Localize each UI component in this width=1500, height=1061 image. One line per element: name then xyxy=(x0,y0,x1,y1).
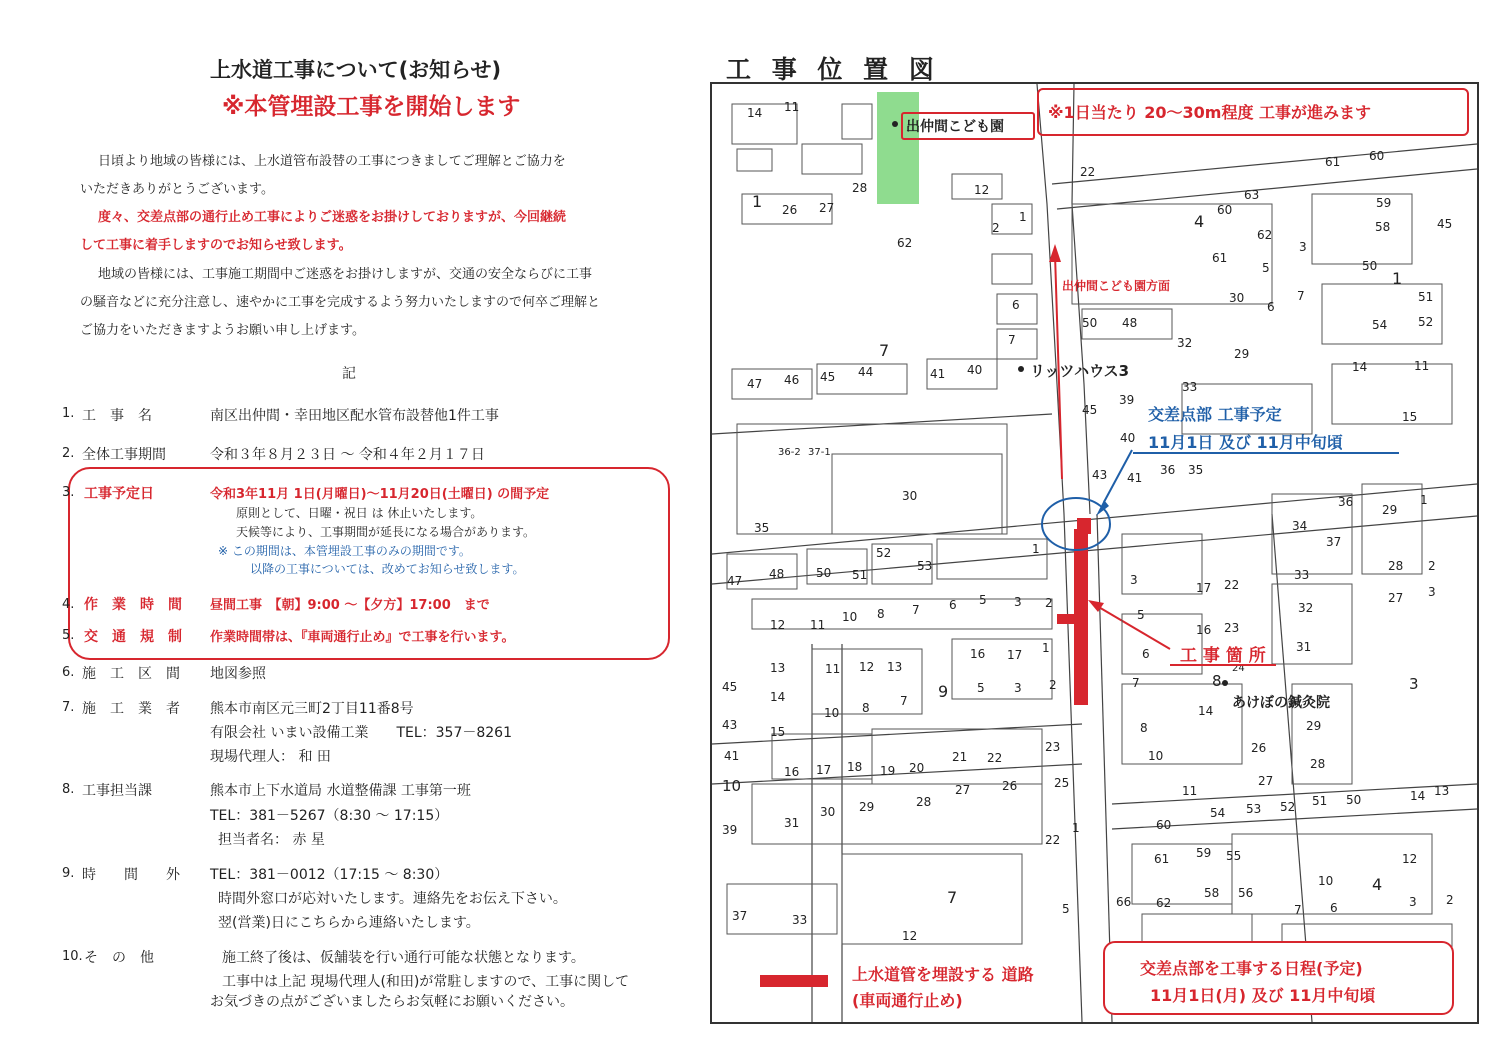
svg-text:1: 1 xyxy=(1392,269,1403,288)
svg-text:22: 22 xyxy=(1045,833,1061,847)
svg-text:3: 3 xyxy=(1409,895,1417,909)
svg-text:46: 46 xyxy=(784,373,800,387)
para2-line1: 度々、交差点部の通行止め工事によりご迷惑をお掛けしておりますが、今回継続 xyxy=(98,210,567,225)
svg-text:3: 3 xyxy=(1299,240,1307,254)
item-num: 4. xyxy=(62,597,75,612)
svg-text:13: 13 xyxy=(887,660,903,674)
svg-text:43: 43 xyxy=(1092,468,1108,482)
svg-text:31: 31 xyxy=(784,816,800,830)
construction-road xyxy=(1077,518,1091,534)
svg-text:33: 33 xyxy=(1182,380,1198,394)
svg-text:1: 1 xyxy=(1072,821,1080,835)
svg-text:19: 19 xyxy=(880,764,896,778)
svg-text:50: 50 xyxy=(1362,259,1378,273)
svg-text:11: 11 xyxy=(825,662,841,676)
svg-text:27: 27 xyxy=(1388,591,1404,605)
item-value: 昼間工事 【朝】9:00 ～【夕方】17:00 まで xyxy=(210,598,490,613)
item-num: 5. xyxy=(62,628,75,643)
svg-text:61: 61 xyxy=(1325,155,1341,169)
svg-text:41: 41 xyxy=(724,749,740,763)
svg-text:5: 5 xyxy=(1137,608,1145,622)
svg-text:8: 8 xyxy=(1212,672,1222,690)
svg-text:37-1: 37-1 xyxy=(808,447,831,458)
svg-text:2: 2 xyxy=(1045,596,1053,610)
item-label: 施 工 業 者 xyxy=(82,701,180,717)
svg-text:54: 54 xyxy=(1372,318,1388,332)
item-note: 以降の工事については、改めてお知らせ致します。 xyxy=(250,562,525,576)
svg-text:7: 7 xyxy=(912,603,920,617)
svg-text:36: 36 xyxy=(1160,463,1176,477)
svg-text:4: 4 xyxy=(1194,212,1205,231)
para3-line2: の騒音などに充分注意し、速やかに工事を完成するよう努力いたしますので何卒ご理解と xyxy=(80,295,601,310)
svg-text:47: 47 xyxy=(747,377,763,391)
svg-text:11: 11 xyxy=(784,100,800,114)
svg-text:1: 1 xyxy=(1420,493,1428,507)
svg-text:41: 41 xyxy=(1127,471,1143,485)
svg-text:15: 15 xyxy=(770,725,786,739)
svg-text:10: 10 xyxy=(722,777,742,795)
svg-text:58: 58 xyxy=(1204,886,1220,900)
svg-text:11: 11 xyxy=(810,618,826,632)
item-value: 工事中は上記 現場代理人(和田)が常駐しますので、工事に関して xyxy=(222,974,630,990)
item-num: 3. xyxy=(62,485,75,500)
svg-text:10: 10 xyxy=(824,706,840,720)
site-label: 工 事 箇 所 xyxy=(1180,646,1266,666)
notice-subtitle: ※本管埋設工事を開始します xyxy=(222,94,521,120)
item-num: 7. xyxy=(62,700,75,715)
svg-text:5: 5 xyxy=(1062,902,1070,916)
svg-text:30: 30 xyxy=(1229,291,1245,305)
svg-text:3: 3 xyxy=(1014,681,1022,695)
svg-text:51: 51 xyxy=(852,568,868,582)
svg-text:7: 7 xyxy=(1132,676,1140,690)
svg-text:3: 3 xyxy=(1014,595,1022,609)
item-value: 地図参照 xyxy=(210,666,266,682)
svg-text:14: 14 xyxy=(770,690,786,704)
svg-text:28: 28 xyxy=(852,181,868,195)
item-value: 施工終了後は、仮舗装を行い通行可能な状態となります。 xyxy=(222,950,585,966)
para3-line3: ご協力をいただきますようお願い申し上げます。 xyxy=(80,323,365,338)
kindergarten-area xyxy=(877,92,919,204)
svg-text:29: 29 xyxy=(1382,503,1398,517)
item-value: 有限会社 いまい設備工業 TEL：357－8261 xyxy=(210,725,512,741)
svg-text:45: 45 xyxy=(1437,217,1453,231)
svg-text:11: 11 xyxy=(1414,359,1430,373)
svg-text:29: 29 xyxy=(1306,719,1322,733)
svg-text:16: 16 xyxy=(970,647,986,661)
svg-text:35: 35 xyxy=(754,521,770,535)
svg-text:13: 13 xyxy=(770,661,786,675)
svg-text:21: 21 xyxy=(952,750,968,764)
item-note: 原則として、日曜・祝日 は 休止いたします。 xyxy=(236,506,483,520)
svg-text:27: 27 xyxy=(819,201,835,215)
site-pointer-head xyxy=(1088,600,1104,612)
intersection-dates: 11月1日 及び 11月中旬頃 xyxy=(1148,433,1343,452)
svg-text:48: 48 xyxy=(1122,316,1138,330)
svg-text:33: 33 xyxy=(792,913,808,927)
svg-text:7: 7 xyxy=(900,694,908,708)
svg-text:60: 60 xyxy=(1156,818,1172,832)
svg-text:22: 22 xyxy=(987,751,1003,765)
svg-text:14: 14 xyxy=(1198,704,1214,718)
item-num: 2. xyxy=(62,446,75,461)
svg-text:8: 8 xyxy=(1140,721,1148,735)
item-label: 作 業 時 間 xyxy=(84,597,182,613)
svg-text:34: 34 xyxy=(1292,519,1308,533)
svg-text:43: 43 xyxy=(722,718,738,732)
item-note: 天候等により、工事期間が延長になる場合があります。 xyxy=(236,525,536,539)
svg-text:62: 62 xyxy=(897,236,913,250)
svg-text:7: 7 xyxy=(1297,289,1305,303)
svg-text:5: 5 xyxy=(979,593,987,607)
svg-text:58: 58 xyxy=(1375,220,1391,234)
para2-line2: して工事に着手しますのでお知らせ致します。 xyxy=(80,238,352,253)
svg-text:40: 40 xyxy=(967,363,983,377)
svg-text:29: 29 xyxy=(1234,347,1250,361)
svg-text:63: 63 xyxy=(1244,188,1260,202)
svg-text:52: 52 xyxy=(1418,315,1434,329)
svg-text:12: 12 xyxy=(974,183,990,197)
svg-text:3: 3 xyxy=(1428,585,1436,599)
svg-text:27: 27 xyxy=(1258,774,1274,788)
road-line xyxy=(712,764,1082,784)
svg-text:23: 23 xyxy=(1045,740,1061,754)
svg-text:6: 6 xyxy=(1142,647,1150,661)
item-label: 工 事 名 xyxy=(82,408,152,424)
item-value: TEL：381－5267（8:30 ～ 17:15） xyxy=(210,808,449,824)
item-value: 翌(営業)日にこちらから連絡いたします。 xyxy=(218,915,480,931)
item-label: 時 間 外 xyxy=(82,867,180,883)
map-canvas xyxy=(712,84,1477,1022)
svg-text:16: 16 xyxy=(1196,623,1212,637)
svg-text:41: 41 xyxy=(930,367,946,381)
svg-text:40: 40 xyxy=(1120,431,1136,445)
direction-arrow-head xyxy=(1049,244,1061,262)
svg-text:62: 62 xyxy=(1156,896,1172,910)
svg-text:62: 62 xyxy=(1257,228,1273,242)
svg-text:16: 16 xyxy=(784,765,800,779)
item-num: 9. xyxy=(62,866,75,881)
svg-text:45: 45 xyxy=(722,680,738,694)
item-value: 時間外窓口が応対いたします。連絡先をお伝え下さい。 xyxy=(218,891,567,907)
svg-text:32: 32 xyxy=(1177,336,1193,350)
kindergarten-label: 出仲間こども園 xyxy=(906,119,1004,135)
schedule-dates: 11月1日(月) 及び 11月中旬頃 xyxy=(1150,986,1376,1005)
svg-text:45: 45 xyxy=(820,370,836,384)
svg-text:60: 60 xyxy=(1217,203,1233,217)
item-value: 南区出仲間・幸田地区配水管布設替他1件工事 xyxy=(210,408,499,424)
progress-note: ※1日当たり 20～30m程度 工事が進みます xyxy=(1048,103,1372,122)
item-value: 令和3年11月 1日(月曜日)～11月20日(土曜日) の間予定 xyxy=(210,487,550,502)
item-label: そ の 他 xyxy=(84,950,154,966)
ritz-dot xyxy=(1018,366,1024,372)
ki-label: 記 xyxy=(342,366,356,382)
svg-text:56: 56 xyxy=(1238,886,1254,900)
svg-text:17: 17 xyxy=(1007,648,1023,662)
svg-text:2: 2 xyxy=(992,221,1000,235)
svg-text:20: 20 xyxy=(909,761,925,775)
svg-text:59: 59 xyxy=(1376,196,1392,210)
svg-text:13: 13 xyxy=(1434,784,1450,798)
svg-text:5: 5 xyxy=(1262,261,1270,275)
svg-text:52: 52 xyxy=(1280,800,1296,814)
svg-text:50: 50 xyxy=(1082,316,1098,330)
svg-text:6: 6 xyxy=(949,598,957,612)
svg-text:22: 22 xyxy=(1224,578,1240,592)
svg-text:51: 51 xyxy=(1418,290,1434,304)
svg-text:36-2: 36-2 xyxy=(778,447,801,458)
svg-text:7: 7 xyxy=(879,341,890,360)
svg-text:44: 44 xyxy=(858,365,874,379)
svg-text:37: 37 xyxy=(732,909,748,923)
para3-line1: 地域の皆様には、工事施工期間中ご迷惑をお掛けしますが、交通の安全ならびに工事 xyxy=(98,267,593,282)
svg-text:61: 61 xyxy=(1212,251,1228,265)
svg-text:7: 7 xyxy=(1294,903,1302,917)
svg-text:33: 33 xyxy=(1294,568,1310,582)
clinic-dot xyxy=(1222,680,1228,686)
svg-text:10: 10 xyxy=(1148,749,1164,763)
svg-text:2: 2 xyxy=(1049,678,1057,692)
intersection-title: 交差点部 工事予定 xyxy=(1148,405,1282,424)
svg-text:8: 8 xyxy=(862,701,870,715)
svg-text:45: 45 xyxy=(1082,403,1098,417)
svg-text:11: 11 xyxy=(1182,784,1198,798)
svg-text:60: 60 xyxy=(1369,149,1385,163)
svg-text:39: 39 xyxy=(1119,393,1135,407)
svg-text:8: 8 xyxy=(877,607,885,621)
item-label: 工事担当課 xyxy=(82,783,152,799)
intersection-underline xyxy=(1133,452,1399,454)
svg-text:30: 30 xyxy=(902,489,918,503)
svg-text:22: 22 xyxy=(1080,165,1096,179)
svg-text:6: 6 xyxy=(1012,298,1020,312)
svg-text:1: 1 xyxy=(752,192,763,211)
svg-text:5: 5 xyxy=(977,681,985,695)
svg-text:26: 26 xyxy=(782,203,798,217)
svg-text:30: 30 xyxy=(820,805,836,819)
svg-text:53: 53 xyxy=(1246,802,1262,816)
svg-text:4: 4 xyxy=(1372,875,1383,894)
legend-line2: (車両通行止め) xyxy=(852,991,963,1010)
item-note: ※ この期間は、本管埋設工事のみの期間です。 xyxy=(218,544,471,558)
svg-text:28: 28 xyxy=(1388,559,1404,573)
svg-text:53: 53 xyxy=(917,559,933,573)
svg-text:47: 47 xyxy=(727,574,743,588)
svg-text:28: 28 xyxy=(916,795,932,809)
svg-text:17: 17 xyxy=(816,763,832,777)
svg-text:27: 27 xyxy=(955,783,971,797)
svg-text:2: 2 xyxy=(1446,893,1454,907)
svg-text:15: 15 xyxy=(1402,410,1418,424)
svg-text:29: 29 xyxy=(859,800,875,814)
ritz-label: リッツハウス3 xyxy=(1030,362,1130,380)
svg-text:36: 36 xyxy=(1338,495,1354,509)
svg-text:28: 28 xyxy=(1310,757,1326,771)
svg-text:7: 7 xyxy=(947,888,958,907)
clinic-label: あけぼの鍼灸院 xyxy=(1232,695,1330,711)
svg-text:10: 10 xyxy=(1318,874,1334,888)
svg-text:10: 10 xyxy=(842,610,858,624)
kindergarten-dot xyxy=(892,121,898,127)
svg-text:24: 24 xyxy=(1232,663,1245,674)
svg-text:39: 39 xyxy=(722,823,738,837)
svg-text:3: 3 xyxy=(1130,573,1138,587)
road-line xyxy=(712,724,1082,744)
svg-text:12: 12 xyxy=(859,660,875,674)
svg-text:50: 50 xyxy=(1346,793,1362,807)
road-line xyxy=(1057,169,1477,209)
svg-text:31: 31 xyxy=(1296,640,1312,654)
site-pointer xyxy=(1097,606,1170,649)
svg-text:66: 66 xyxy=(1116,895,1132,909)
svg-text:1: 1 xyxy=(1019,210,1027,224)
item-num: 6. xyxy=(62,665,75,680)
item-label: 全体工事期間 xyxy=(82,447,166,463)
svg-text:14: 14 xyxy=(1352,360,1368,374)
item-value: TEL：381－0012（17:15 ～ 8:30） xyxy=(210,867,449,883)
svg-text:14: 14 xyxy=(1410,789,1426,803)
item-label: 工事予定日 xyxy=(84,486,154,502)
svg-text:52: 52 xyxy=(876,546,892,560)
legend-swatch xyxy=(760,975,828,987)
svg-text:54: 54 xyxy=(1210,806,1226,820)
svg-text:23: 23 xyxy=(1224,621,1240,635)
road-line xyxy=(1037,84,1064,514)
site-underline xyxy=(1170,664,1276,666)
svg-text:6: 6 xyxy=(1330,901,1338,915)
svg-text:26: 26 xyxy=(1002,779,1018,793)
svg-text:18: 18 xyxy=(847,760,863,774)
item-num: 1. xyxy=(62,406,75,421)
svg-text:17: 17 xyxy=(1196,581,1212,595)
svg-text:12: 12 xyxy=(1402,852,1418,866)
item-value: 担当者名： 赤 星 xyxy=(218,832,325,848)
svg-text:55: 55 xyxy=(1226,849,1242,863)
item-num: 8. xyxy=(62,782,75,797)
item-value: 熊本市南区元三町2丁目11番8号 xyxy=(210,701,414,717)
svg-text:48: 48 xyxy=(769,567,785,581)
item-value: 作業時間帯は、『車両通行止め』で工事を行います。 xyxy=(210,630,515,645)
svg-text:3: 3 xyxy=(1409,675,1419,693)
item-value: 現場代理人： 和 田 xyxy=(210,749,331,765)
svg-text:51: 51 xyxy=(1312,794,1328,808)
svg-text:1: 1 xyxy=(1032,542,1040,556)
svg-text:61: 61 xyxy=(1154,852,1170,866)
construction-road xyxy=(1057,614,1088,624)
road-line xyxy=(1052,144,1477,184)
svg-text:59: 59 xyxy=(1196,846,1212,860)
item-label: 施 工 区 間 xyxy=(82,666,180,682)
direction-label: 出仲間こども園方面 xyxy=(1062,279,1171,293)
svg-text:32: 32 xyxy=(1298,601,1314,615)
svg-text:25: 25 xyxy=(1054,776,1070,790)
svg-text:9: 9 xyxy=(938,682,949,701)
schedule-title: 交差点部を工事する日程(予定) xyxy=(1140,959,1363,978)
item-label: 交 通 規 制 xyxy=(84,629,182,645)
svg-text:35: 35 xyxy=(1188,463,1204,477)
svg-text:14: 14 xyxy=(747,106,763,120)
item-value: 熊本市上下水道局 水道整備課 工事第一班 xyxy=(210,783,471,799)
svg-text:2: 2 xyxy=(1428,559,1436,573)
svg-text:6: 6 xyxy=(1267,300,1275,314)
map-title: 工 事 位 置 図 xyxy=(726,55,940,84)
item-value: お気づきの点がございましたらお気軽にお願いください。 xyxy=(210,994,574,1010)
svg-text:7: 7 xyxy=(1008,333,1016,347)
para1-line1: 日頃より地域の皆様には、上水道管布設替の工事につきましてご理解とご協力を xyxy=(98,154,566,169)
svg-text:37: 37 xyxy=(1326,535,1342,549)
svg-text:12: 12 xyxy=(770,618,786,632)
item-value: 令和３年８月２３日 ～ 令和４年２月１７日 xyxy=(210,447,485,463)
svg-text:26: 26 xyxy=(1251,741,1267,755)
svg-text:50: 50 xyxy=(816,566,832,580)
svg-text:1: 1 xyxy=(1042,641,1050,655)
legend-line1: 上水道管を埋設する 道路 xyxy=(852,965,1034,984)
item-num: 10. xyxy=(62,949,83,964)
svg-text:12: 12 xyxy=(902,929,918,943)
road-line xyxy=(1072,84,1090,514)
para1-line2: いただきありがとうございます。 xyxy=(80,182,274,197)
notice-title: 上水道工事について(お知らせ) xyxy=(210,58,502,82)
